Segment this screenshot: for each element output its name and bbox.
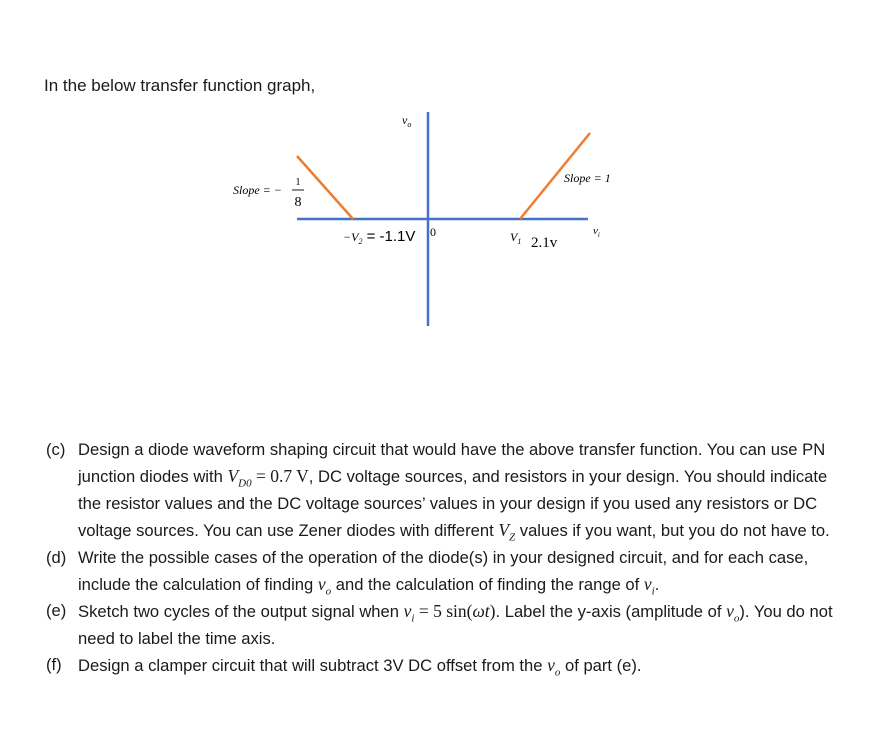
math-vi: $v_i$ <box>643 574 655 598</box>
math-vo: $v_o$ <box>726 601 740 625</box>
v1-label: $V_1$ <box>510 230 522 246</box>
left-slope-numerator: 1 <box>295 177 301 188</box>
v1-value: 2.1v <box>531 235 558 251</box>
question-tag: (f) <box>46 655 62 675</box>
question-tag: (e) <box>46 601 67 621</box>
v2-value: = -1.1V <box>362 228 416 245</box>
question-c: (c) Design a diode waveform shaping circuit that would have the above transfer function. You can use PN junction diodes with $V_{D0} = 0.7$ V, DC voltage sources, and resistors in your design. You should indicate the resistor values and the DC voltage sources’ values in your design if you used any resistors or DC voltage sources. You can use Zener diodes with different $V_Z$ values if you want, but you do not have to. <box>46 437 836 545</box>
x-axis-label: $v_i$ <box>593 225 600 239</box>
math-vo: $v_o$ <box>547 655 561 679</box>
question-list <box>46 437 836 680</box>
y-axis-label: $v_o$ <box>402 113 412 129</box>
math-vz: $V_Z$ <box>498 520 516 544</box>
question-tag: (d) <box>46 547 67 567</box>
left-slope-denominator: 8 <box>294 195 302 210</box>
question-f: (f) Design a clamper circuit that will subtract 3V DC offset from the $v_o$ of part (e). <box>46 652 836 679</box>
right-slope-label: Slope = 1 <box>564 171 611 185</box>
left-slope-segment <box>294 156 353 219</box>
left-slope-prefix: Slope = − <box>233 183 282 197</box>
question-e: (e) Sketch two cycles of the output signal when $v_i = 5$ sin(ωt). Label the y-axis (amplitude of $v_o$). You do not need to label the time axis. <box>46 598 836 652</box>
math-vi: $v_i$ <box>403 601 415 625</box>
question-d: (d) Write the possible cases of the operation of the diode(s) in your designed circuit, and for each case, include the calculation of finding $v_o$ and the calculation of finding the range of $v_i$. <box>46 545 836 599</box>
v2-label: $-V_2 = -1.1V$ <box>343 228 416 246</box>
intro-text: In the below transfer function graph, <box>44 76 316 95</box>
math-vd0: $V_{D0}$ <box>227 466 252 490</box>
origin-label: 0 <box>430 225 436 239</box>
math-vo: $v_o$ <box>317 574 332 598</box>
question-tag: (c) <box>46 440 66 459</box>
